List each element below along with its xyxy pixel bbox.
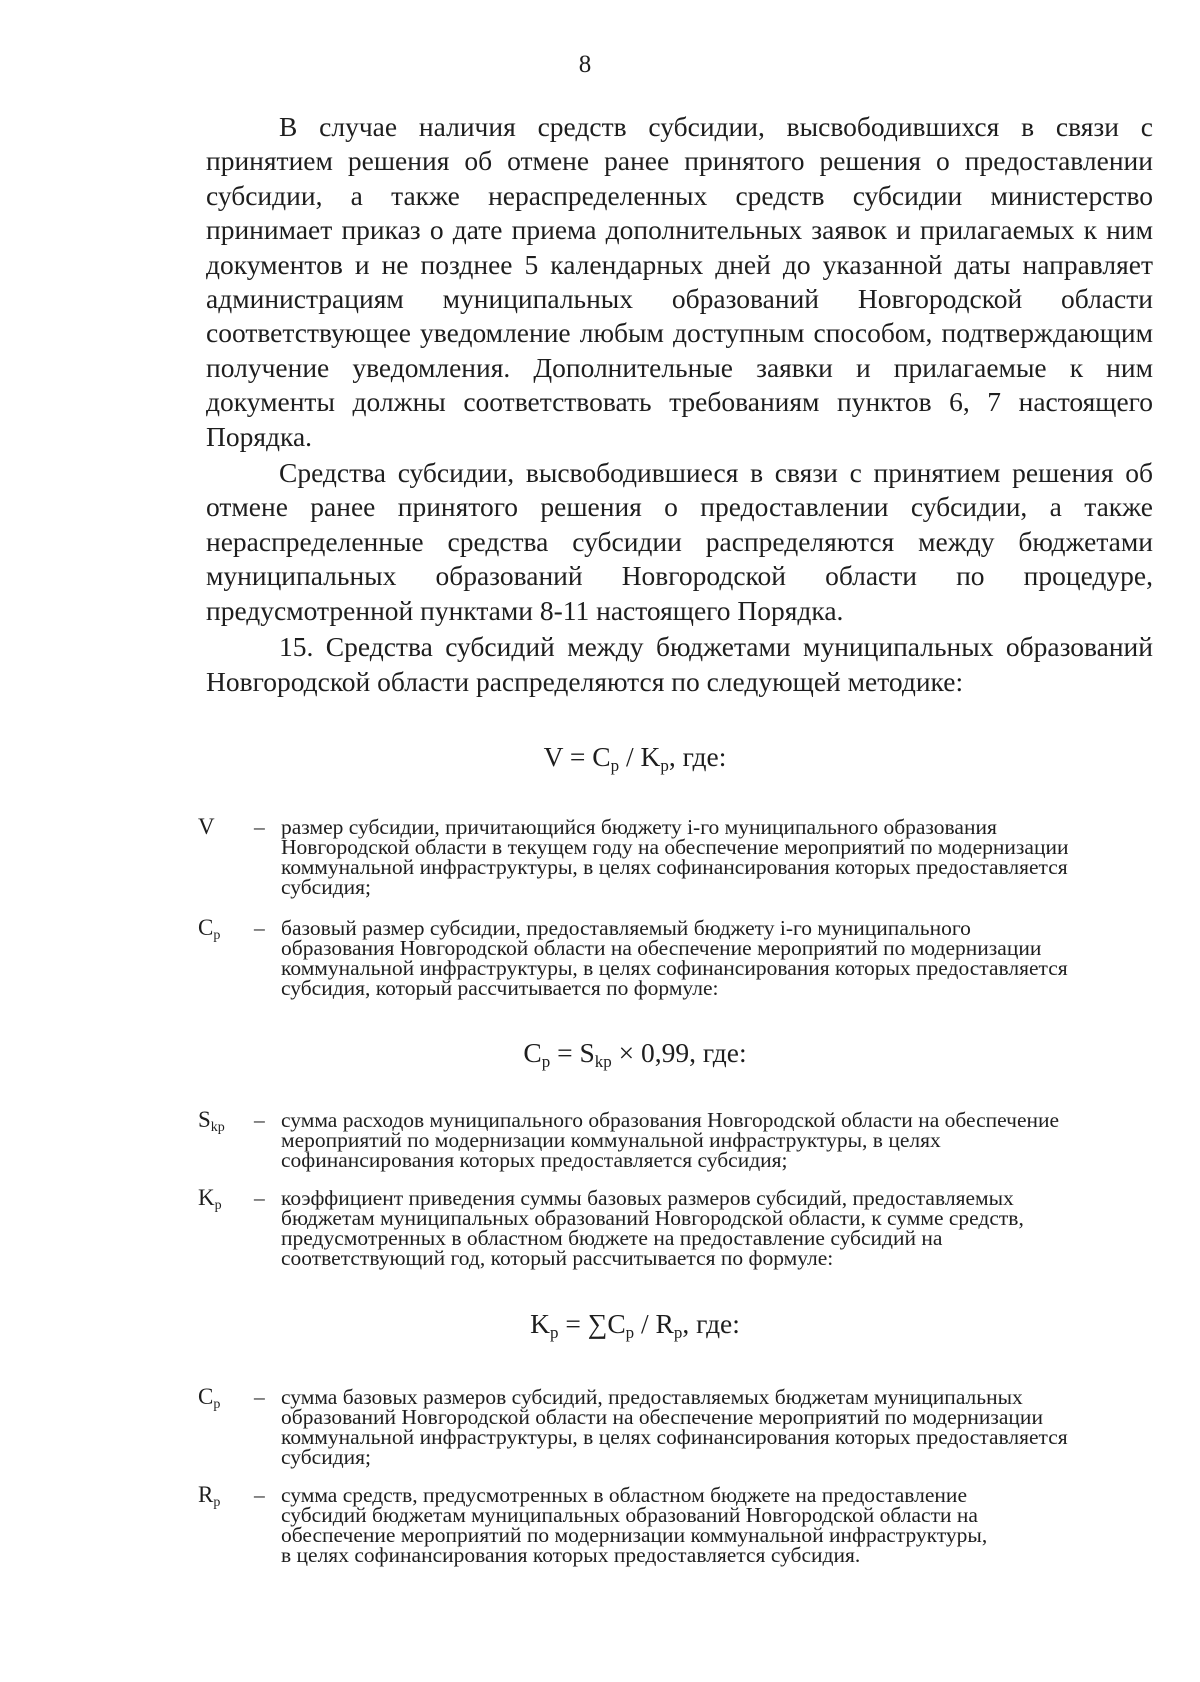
- formula-kp: $K_р = \sum C_р / R_р$, где:: [530, 1308, 740, 1342]
- page-number: 8: [578, 51, 592, 78]
- paragraph: 15. Средства субсидий между бюджетами муниципальных образований Новгородской области распределяются по следующей методике:: [206, 631, 1153, 697]
- definition-symbol: $K_р$: [198, 1185, 222, 1213]
- formula-v: $V = C_р / K_р$, где:: [543, 741, 727, 775]
- definition-text: сумма расходов муниципального образования Новгородской области на обеспечение мероприятий по модернизации коммунальной инфраструктуры, в целях софинансирования которых предоставляется субсидия;: [281, 1108, 1060, 1172]
- definition-text: сумма средств, предусмотренных в областном бюджете на предоставление субсидий бюджетам муниципальных образований Новгородской области на обеспечение мероприятий по модернизации коммунальной инфраструктуры, в целях софинансирования которых предоставляется субсидия.: [281, 1483, 988, 1567]
- definition-dash: –: [254, 1385, 265, 1409]
- definition-dash: –: [254, 916, 265, 940]
- paragraph: Средства субсидии, высвободившиеся в связи с принятием решения об отмене ранее принятого решения о предоставлении субсидии, а также нераспределенные средства субсидии распределяются между бюджетами муниципальных образований Новгородской области по процедуре, предусмотренной пунктами 8-11 настоящего Порядка.: [206, 457, 1153, 626]
- definition-symbol: $C_р$: [198, 1384, 221, 1412]
- formula-cp: $C_р = S_{kp} \times 0,99$, где:: [523, 1037, 747, 1071]
- definition-text: сумма базовых размеров субсидий, предоставляемых бюджетам муниципальных образований Новгородской области на обеспечение мероприятий по модернизации коммунальной инфраструктуры, в целях софинансирования которых предоставляется субсидия;: [281, 1385, 1068, 1469]
- definition-dash: –: [254, 1186, 265, 1210]
- paragraph: В случае наличия средств субсидии, высвободившихся в связи с принятием решения об отмене ранее принятого решения о предоставлении субсидии, а также нераспределенных средств субсидии министерство принимает приказ о дате приема дополнительных заявок и прилагаемых к ним документов и не позднее 5 календарных дней до указанной даты направляет администрациям муниципальных образований Новгородской области соответствующее уведомление любым доступным способом, подтверждающим получение уведомления. Дополнительные заявки и прилагаемые к ним документы должны соответствовать требованиям пунктов 6, 7 настоящего Порядка.: [206, 111, 1153, 452]
- definition-symbol: $S_{kp}$: [198, 1107, 225, 1135]
- body-text: [206, 110, 1153, 701]
- definition-dash: –: [254, 1483, 265, 1507]
- definition-symbol: $C_р$: [198, 915, 221, 943]
- definition-symbol: V: [198, 814, 215, 839]
- definition-text: коэффициент приведения суммы базовых размеров субсидий, предоставляемых бюджетам муниципальных образований Новгородской области, к сумме средств, предусмотренных в областном бюджете на предоставление субсидий на соответствующий год, который рассчитывается по формуле:: [281, 1186, 1024, 1270]
- definition-symbol: $R_р$: [198, 1482, 221, 1510]
- definition-dash: –: [254, 1108, 265, 1132]
- definition-text: размер субсидии, причитающийся бюджету i-го муниципального образования Новгородской области в текущем году на обеспечение мероприятий по модернизации коммунальной инфраструктуры, в целях софинансирования которых предоставляется субсидия;: [281, 815, 1069, 899]
- definition-dash: –: [254, 815, 265, 839]
- definition-text: базовый размер субсидии, предоставляемый бюджету i-го муниципального образования Новгородской области на обеспечение мероприятий по модернизации коммунальной инфраструктуры, в целях софинансирования которых предоставляется субсидия, который рассчитывается по формуле:: [281, 916, 1068, 1000]
